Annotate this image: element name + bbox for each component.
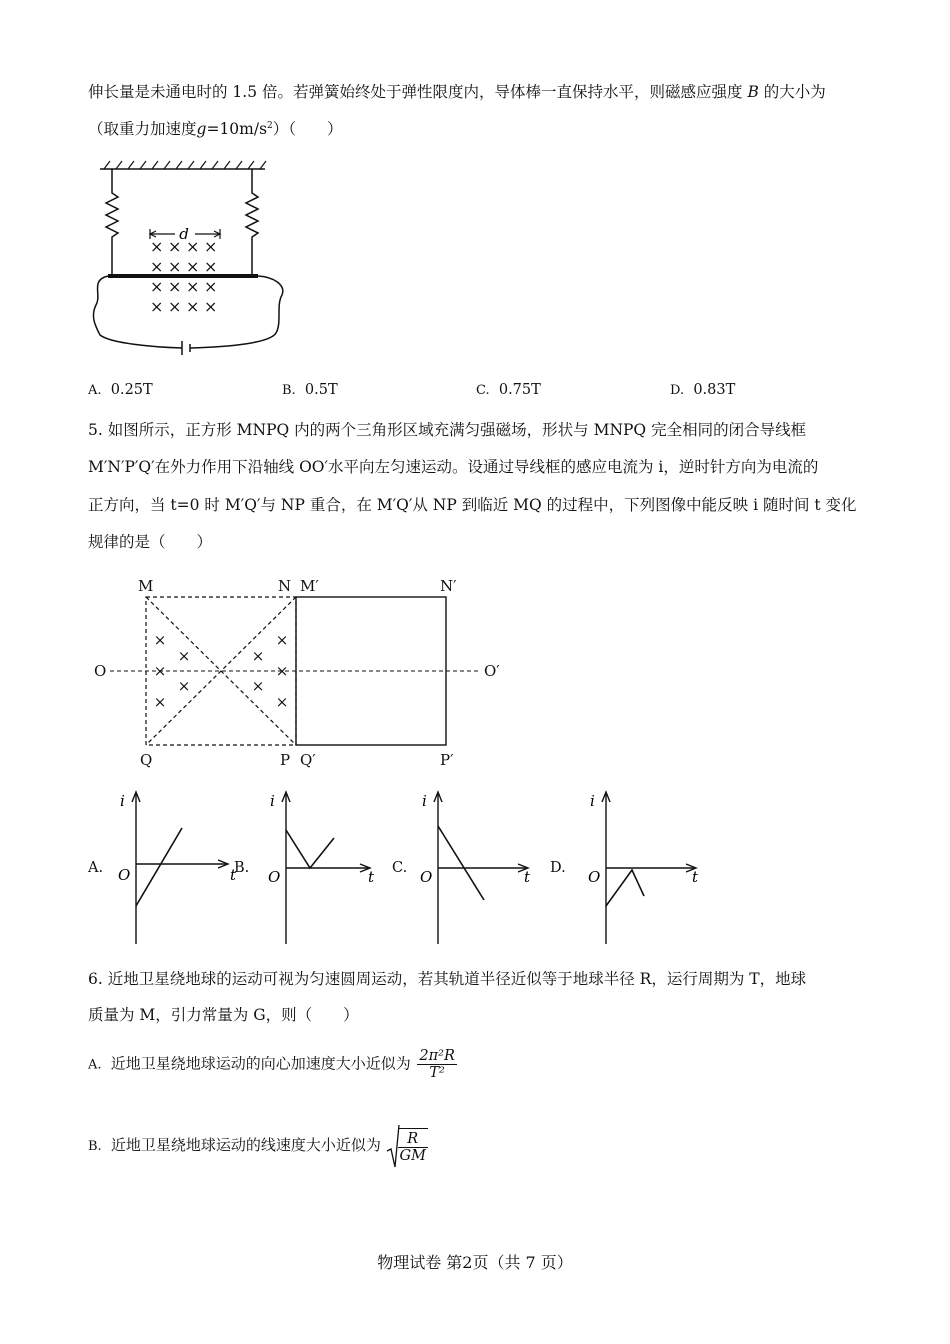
square-frame-figure bbox=[88, 572, 508, 772]
svg-text:×: × bbox=[153, 631, 167, 649]
svg-text:×: × bbox=[150, 277, 164, 296]
svg-text:O: O bbox=[268, 868, 281, 886]
svg-text:×: × bbox=[186, 297, 200, 316]
svg-text:×: × bbox=[153, 662, 167, 680]
sqrt-R-over-GM: $\frac{R}{GM}$ bbox=[386, 1123, 428, 1169]
svg-text:×: × bbox=[168, 297, 182, 316]
svg-text:t: t bbox=[524, 868, 531, 886]
right-spring bbox=[246, 169, 258, 275]
svg-text:t: t bbox=[692, 868, 699, 886]
svg-text:×: × bbox=[186, 277, 200, 296]
q5-line3: 正方向，当 t=0 时 M′Q′与 NP 重合，在 M′Q′从 NP 到临近 MQ 的过程中，下列图像中能反映 i 随时间 t 变化 bbox=[88, 496, 857, 514]
q6-line2: 质量为 M，引力常量为 G，则（ ） bbox=[88, 1006, 359, 1024]
q6-line1: 6. 近地卫星绕地球的运动可视为匀速圆周运动，若其轨道半径近似等于地球半径 R，运行周期为 T，地球 bbox=[88, 970, 807, 988]
svg-text:i: i bbox=[120, 792, 125, 810]
label-P: P bbox=[280, 751, 291, 769]
svg-text:t: t bbox=[368, 868, 375, 886]
q4-line1: 伸长量是未通电时的 1.5 倍。若弹簧始终处于弹性限度内，导体棒一直保持水平，则磁感应强度 B 的大小为 bbox=[88, 83, 826, 101]
svg-text:×: × bbox=[168, 237, 182, 256]
svg-text:t: t bbox=[230, 866, 237, 884]
label-N-prime: N′ bbox=[440, 577, 457, 595]
label-O: O bbox=[94, 662, 107, 680]
q5-line2: M′N′P′Q′在外力作用下沿轴线 OO′水平向左匀速运动。设通过导线框的感应电流为 i，逆时针方向为电流的 bbox=[88, 458, 819, 476]
svg-text:×: × bbox=[275, 631, 289, 649]
q6-option-a[interactable]: A. 近地卫星绕地球运动的向心加速度大小近似为 $\frac{\text{2π²R}}{\text{T²}}$ bbox=[88, 1048, 455, 1081]
svg-text:×: × bbox=[251, 647, 265, 665]
q4-option-d[interactable]: D. 0.83T bbox=[670, 382, 736, 398]
svg-text:×: × bbox=[275, 662, 289, 680]
svg-text:i: i bbox=[590, 792, 595, 810]
svg-text:×: × bbox=[153, 693, 167, 711]
svg-text:×: × bbox=[186, 237, 200, 256]
label-Q-prime: Q′ bbox=[300, 751, 316, 769]
label-M: M bbox=[138, 577, 154, 595]
spring-rod-figure bbox=[90, 155, 290, 365]
graph-a bbox=[112, 788, 242, 948]
label-M-prime: M′ bbox=[300, 577, 319, 595]
q5-line1: 5. 如图所示，正方形 MNPQ 内的两个三角形区域充满匀强磁场，形状与 MNPQ 完全相同的闭合导线框 bbox=[88, 421, 807, 439]
graph-b-line bbox=[286, 830, 334, 868]
label-Q: Q bbox=[140, 751, 153, 769]
q5-line4: 规律的是（ ） bbox=[88, 533, 213, 551]
graph-a-line bbox=[136, 828, 182, 906]
svg-text:i: i bbox=[270, 792, 275, 810]
page-footer: 物理试卷 第2页（共 7 页） bbox=[377, 1253, 573, 1272]
label-N: N bbox=[278, 577, 292, 595]
graph-b bbox=[262, 788, 392, 948]
svg-text:×: × bbox=[204, 237, 218, 256]
graph-d-line bbox=[606, 870, 644, 906]
q4-line2: （取重力加速度$g=10m/s^2$）（ ） bbox=[88, 120, 343, 138]
svg-text:×: × bbox=[204, 297, 218, 316]
svg-text:×: × bbox=[204, 257, 218, 276]
svg-text:×: × bbox=[177, 677, 191, 695]
q5-option-a[interactable]: A. bbox=[88, 860, 104, 876]
svg-text:O: O bbox=[420, 868, 433, 886]
q5-option-b[interactable]: B. bbox=[234, 860, 250, 876]
ceiling-hatch bbox=[104, 161, 266, 169]
svg-text:×: × bbox=[275, 693, 289, 711]
svg-text:×: × bbox=[186, 257, 200, 276]
svg-text:×: × bbox=[251, 677, 265, 695]
q5-option-c[interactable]: C. bbox=[392, 860, 408, 876]
label-O-prime: O′ bbox=[484, 662, 500, 680]
svg-text:×: × bbox=[150, 297, 164, 316]
q4-option-c[interactable]: C. 0.75T bbox=[476, 382, 541, 398]
q4-option-b[interactable]: B. 0.5T bbox=[282, 382, 338, 398]
svg-text:O: O bbox=[118, 866, 131, 884]
svg-text:×: × bbox=[177, 647, 191, 665]
graph-d bbox=[582, 788, 712, 948]
graph-c-line bbox=[438, 826, 484, 900]
svg-text:×: × bbox=[204, 277, 218, 296]
svg-text:O: O bbox=[588, 868, 601, 886]
q6-option-b[interactable]: B. 近地卫星绕地球运动的线速度大小近似为 $\frac{R}{GM}$ bbox=[88, 1123, 428, 1169]
svg-text:×: × bbox=[150, 257, 164, 276]
left-spring bbox=[106, 169, 118, 275]
svg-text:×: × bbox=[168, 257, 182, 276]
label-d: d bbox=[179, 225, 189, 243]
q4-option-a[interactable]: A. 0.25T bbox=[88, 382, 153, 398]
svg-text:×: × bbox=[150, 237, 164, 256]
fraction-2pi2R-over-T2: $\frac{\text{2π²R}}{\text{T²}}$ bbox=[419, 1048, 455, 1081]
svg-text:×: × bbox=[168, 277, 182, 296]
svg-text:i: i bbox=[422, 792, 427, 810]
graph-c bbox=[414, 788, 544, 948]
label-P-prime: P′ bbox=[440, 751, 454, 769]
q5-option-d[interactable]: D. bbox=[550, 860, 566, 876]
